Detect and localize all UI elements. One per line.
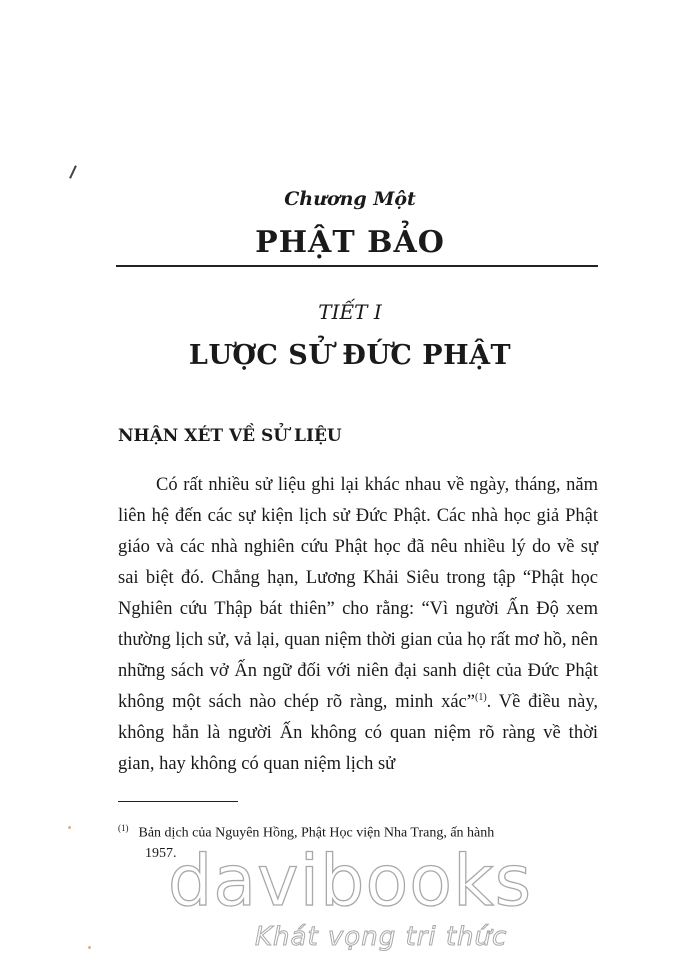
body-text: [118, 470, 598, 780]
footnote-number: (1): [118, 823, 129, 833]
subheading: NHẬN XÉT VỀ SỬ LIỆU: [118, 426, 342, 446]
section-label: TIẾT I: [318, 300, 382, 324]
footnote-line2: 1957.: [145, 845, 177, 861]
paper-speck: [68, 826, 71, 829]
footnote-reference: (1): [474, 691, 487, 703]
footnote-line1: Bản dịch của Nguyên Hồng, Phật Học viện Nha Trang, ấn hành: [138, 825, 495, 841]
chapter-divider: [116, 265, 598, 267]
paragraph-text-part2: . Về điều này, không hẳn là người Ấn không có quan niệm rõ ràng về thời gian, hay không có quan niệm lịch sử: [118, 692, 598, 774]
watermark-brand: davibooks: [167, 840, 533, 922]
chapter-title: PHẬT BẢO: [255, 225, 445, 260]
watermark-tagline: Khát vọng tri thức: [255, 922, 508, 952]
section-title: LƯỢC SỬ ĐỨC PHẬT: [188, 340, 512, 371]
footnote-divider: [118, 801, 238, 802]
chapter-label: Chương Một: [284, 188, 416, 210]
stray-pen-mark: [69, 165, 77, 179]
paper-speck: [88, 946, 91, 949]
body-paragraph: [118, 470, 598, 780]
paragraph-text-part1: Có rất nhiều sử liệu ghi lại khác nhau về ngày, tháng, năm liên hệ đến các sự kiện lịch sử Đức Phật. Các nhà học giả Phật giáo và các nhà nghiên cứu Phật học đã nêu nhiều lý do về sự sai biệt đó. Chẳng hạn, Lương Khải Siêu trong tập “Phật học Nghiên cứu Thập bát thiên” cho rằng: “Vì người Ấn Độ xem thường lịch sử, vả lại, quan niệm thời gian của họ rất mơ hồ, nên những sách vở Ấn ngữ đối với niên đại sanh diệt của Đức Phật không một sách nào chép rõ ràng, minh xác”: [118, 475, 598, 712]
